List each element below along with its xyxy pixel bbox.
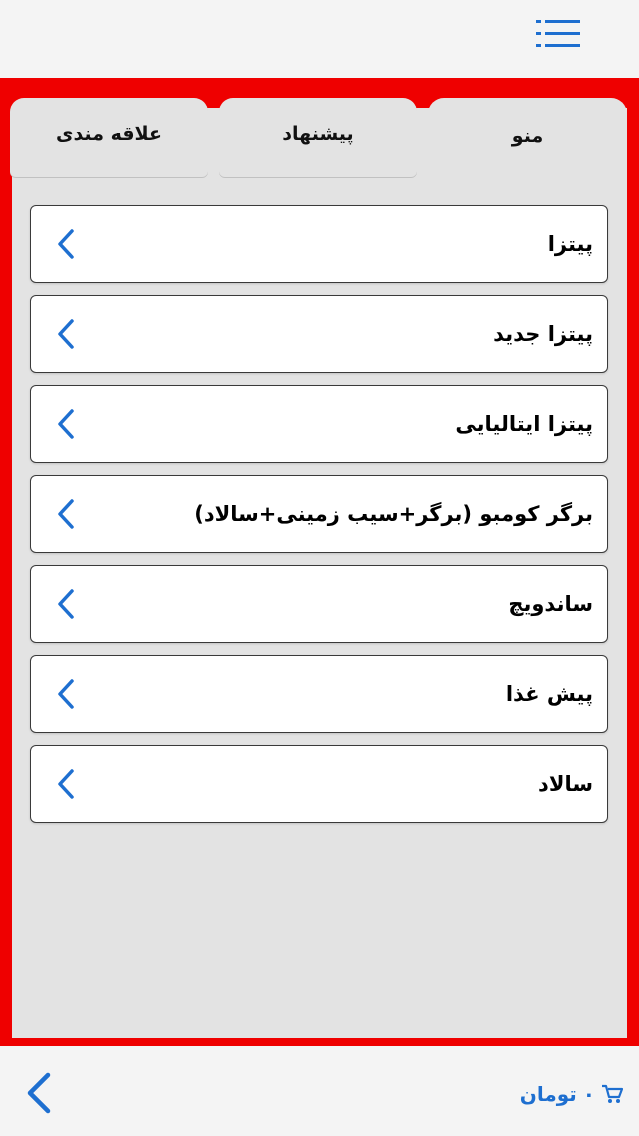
menu-item-appetizer[interactable] <box>30 655 608 733</box>
menu-item-new-pizza[interactable] <box>30 295 608 373</box>
menu-item-salad[interactable] <box>30 745 608 823</box>
menu-item-label: پیتزا <box>547 232 593 256</box>
menu-item-sandwich[interactable] <box>30 565 608 643</box>
top-bar <box>0 0 639 78</box>
menu-item-label: برگر کومبو (برگر+سیب زمینی+سالاد) <box>194 502 593 526</box>
menu-list <box>30 205 608 835</box>
menu-item-burger-combo[interactable] <box>30 475 608 553</box>
chevron-left-icon <box>53 767 79 801</box>
chevron-left-icon <box>53 317 79 351</box>
chevron-left-icon <box>53 497 79 531</box>
chevron-left-icon <box>53 227 79 261</box>
menu-item-label: پیتزا جدید <box>493 322 593 346</box>
menu-item-italian-pizza[interactable] <box>30 385 608 463</box>
menu-item-label: ساندویچ <box>508 592 593 616</box>
chevron-left-icon <box>53 407 79 441</box>
tab-menu[interactable] <box>428 98 627 194</box>
menu-item-label: پیتزا ایتالیایی <box>455 412 593 436</box>
cart-currency: تومان <box>519 1082 577 1106</box>
bottom-bar <box>0 1046 639 1136</box>
menu-item-label: سالاد <box>538 772 593 796</box>
tab-menu-label: منو <box>511 125 544 147</box>
cart-icon <box>601 1084 623 1104</box>
tab-favorites[interactable] <box>10 98 208 178</box>
cart-total: ۰ <box>582 1082 595 1106</box>
tab-suggestions-label: پیشنهاد <box>282 123 354 145</box>
cart-summary[interactable] <box>520 1082 623 1106</box>
chevron-left-icon <box>53 677 79 711</box>
tab-favorites-label: علاقه مندی <box>56 123 162 145</box>
tab-suggestions[interactable] <box>219 98 417 178</box>
back-arrow-icon[interactable] <box>24 1071 54 1115</box>
menu-item-pizza[interactable] <box>30 205 608 283</box>
chevron-left-icon <box>53 587 79 621</box>
hamburger-menu-icon[interactable] <box>536 18 580 50</box>
menu-item-label: پیش غذا <box>505 682 593 706</box>
